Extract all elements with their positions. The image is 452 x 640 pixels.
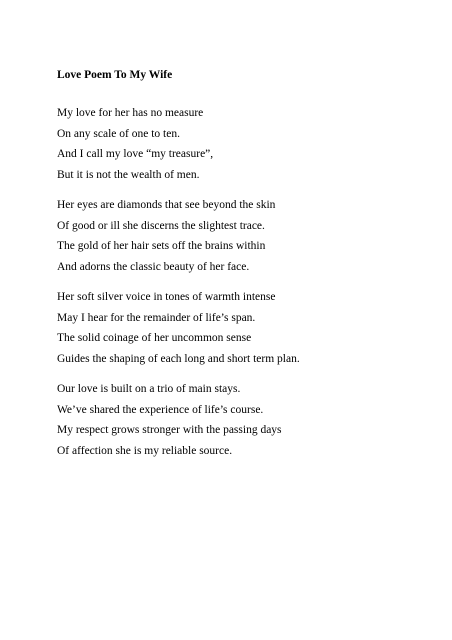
poem-line: My respect grows stronger with the passing days [57,424,282,436]
poem-line: Her eyes are diamonds that see beyond the skin [57,199,276,211]
poem-line: But it is not the wealth of men. [57,168,200,181]
stanza-2 [57,195,417,277]
poem-line: Our love is built on a trio of main stays. [57,383,241,395]
stanza-4 [57,379,417,461]
poem-line: The gold of her hair sets off the brains within [57,240,266,252]
stanza-1 [57,103,417,185]
poem-line: We’ve shared the experience of life’s course. [57,403,264,416]
poem-line: Of affection she is my reliable source. [57,444,233,457]
poem-line: And adorns the classic beauty of her face. [57,260,250,273]
poem-line: Her soft silver voice in tones of warmth intense [57,291,276,303]
poem-line: My love for her has no measure [57,107,204,119]
poem-line: Guides the shaping of each long and short term plan. [57,352,300,365]
poem-title: Love Poem To My Wife [57,69,173,81]
poem-line: On any scale of one to ten. [57,127,180,140]
poem-line: Of good or ill she discerns the slightest trace. [57,219,265,232]
poem-line: And I call my love “my treasure”, [57,148,214,160]
stanza-3 [57,287,417,369]
poem-line: May I hear for the remainder of life’s span. [57,311,256,324]
poem-line: The solid coinage of her uncommon sense [57,332,252,344]
